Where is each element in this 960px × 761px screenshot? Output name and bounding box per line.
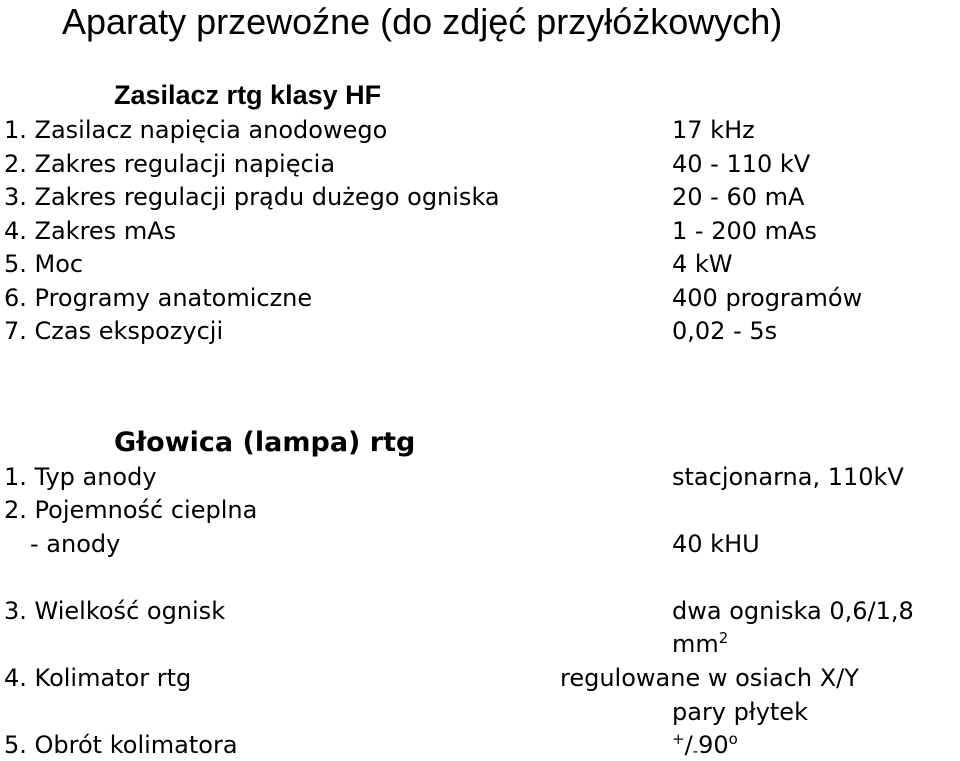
spec-value: 0,02 - 5s bbox=[672, 317, 778, 345]
spec-sublabel: - anody bbox=[30, 530, 121, 558]
plus-sign: + bbox=[672, 730, 685, 748]
spec-label: 6. Programy anatomiczne bbox=[4, 284, 313, 312]
spec-label: 7. Czas ekspozycji bbox=[4, 317, 224, 345]
spec-value: 1 - 200 mAs bbox=[672, 217, 817, 245]
spec-label: 2. Pojemność cieplna bbox=[4, 496, 258, 524]
spec-value-continuation: $mm^2$ bbox=[672, 629, 729, 658]
spec-label: 1. Typ anody bbox=[4, 463, 157, 491]
spec-value-continuation: pary płytek bbox=[672, 698, 808, 726]
spec-value: $^+/_-90^o$ bbox=[672, 730, 738, 760]
degree-sign: o bbox=[728, 730, 738, 748]
spec-value: regulowane w osiach X/Y bbox=[560, 664, 859, 692]
spec-label: 2. Zakres regulacji napięcia bbox=[4, 150, 336, 178]
spec-value: dwa ogniska 0,6/1,8 bbox=[672, 597, 914, 625]
spec-value: 4 kW bbox=[672, 250, 733, 278]
superscript: 2 bbox=[718, 629, 729, 647]
section-heading-power-supply: Zasilacz rtg klasy HF bbox=[114, 80, 382, 110]
spec-label: 3. Wielkość ognisk bbox=[4, 597, 226, 625]
spec-value: stacjonarna, 110kV bbox=[672, 463, 904, 491]
spec-value: 20 - 60 mA bbox=[672, 183, 805, 211]
minus-sign: - bbox=[692, 742, 699, 760]
spec-label: 4. Zakres mAs bbox=[4, 217, 177, 245]
spec-label: 5. Obrót kolimatora bbox=[4, 731, 238, 759]
spec-value: 40 kHU bbox=[672, 530, 760, 558]
spec-label: 5. Moc bbox=[4, 250, 84, 278]
spec-value: 400 programów bbox=[672, 284, 863, 312]
spec-label: 4. Kolimator rtg bbox=[4, 664, 192, 692]
spec-value: 17 kHz bbox=[672, 116, 755, 144]
page-title: Aparaty przewoźne (do zdjęć przyłóżkowych) bbox=[62, 1, 783, 42]
spec-value: 40 - 110 kV bbox=[672, 150, 811, 178]
section-heading-tube-head: Głowica (lampa) rtg bbox=[114, 427, 416, 458]
spec-label: 3. Zakres regulacji prądu dużego ogniska bbox=[4, 183, 500, 211]
spec-label: 1. Zasilacz napięcia anodowego bbox=[4, 116, 388, 144]
